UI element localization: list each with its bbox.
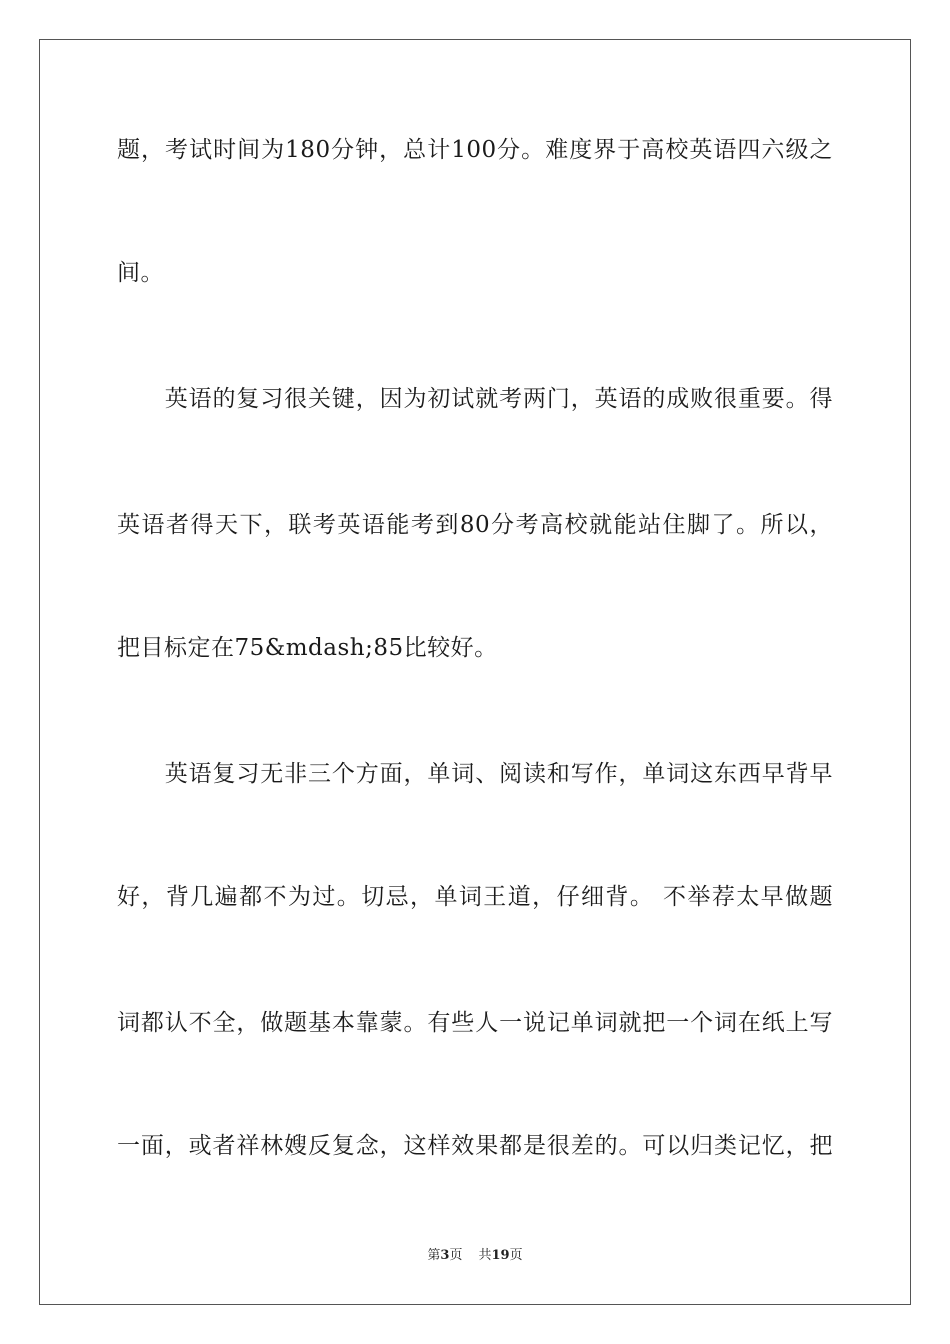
text-line-7: 好，背几遍都不为过。切忌，单词王道，仔细背。 不举荐太早做题	[117, 884, 833, 910]
text-line-8: 词都认不全，做题基本靠蒙。有些人一说记单词就把一个词在纸上写	[117, 1010, 833, 1036]
current-page-number: 3	[440, 1248, 450, 1263]
text-line-9: 一面，或者祥林嫂反复念，这样效果都是很差的。可以归类记忆，把	[117, 1133, 833, 1159]
text-line-5: 把目标定在75&mdash;85比较好。	[117, 635, 498, 661]
text-line-4: 英语者得天下，联考英语能考到80分考高校就能站住脚了。所以，	[117, 512, 833, 538]
text-line-1: 题，考试时间为180分钟，总计100分。难度界于高校英语四六级之	[117, 137, 833, 163]
text-line-3: 英语的复习很关键，因为初试就考两门，英语的成败很重要。得	[117, 386, 833, 412]
total-pages-number: 19	[491, 1248, 510, 1263]
page-footer	[0, 1247, 950, 1265]
page-suffix: 页	[449, 1248, 463, 1263]
total-suffix: 页	[509, 1248, 523, 1263]
text-line-6: 英语复习无非三个方面，单词、阅读和写作，单词这东西早背早	[117, 761, 833, 787]
page-prefix: 第	[427, 1248, 441, 1263]
text-line-2: 间。	[117, 260, 164, 286]
page-border	[39, 39, 911, 1305]
total-prefix: 共	[478, 1248, 492, 1263]
